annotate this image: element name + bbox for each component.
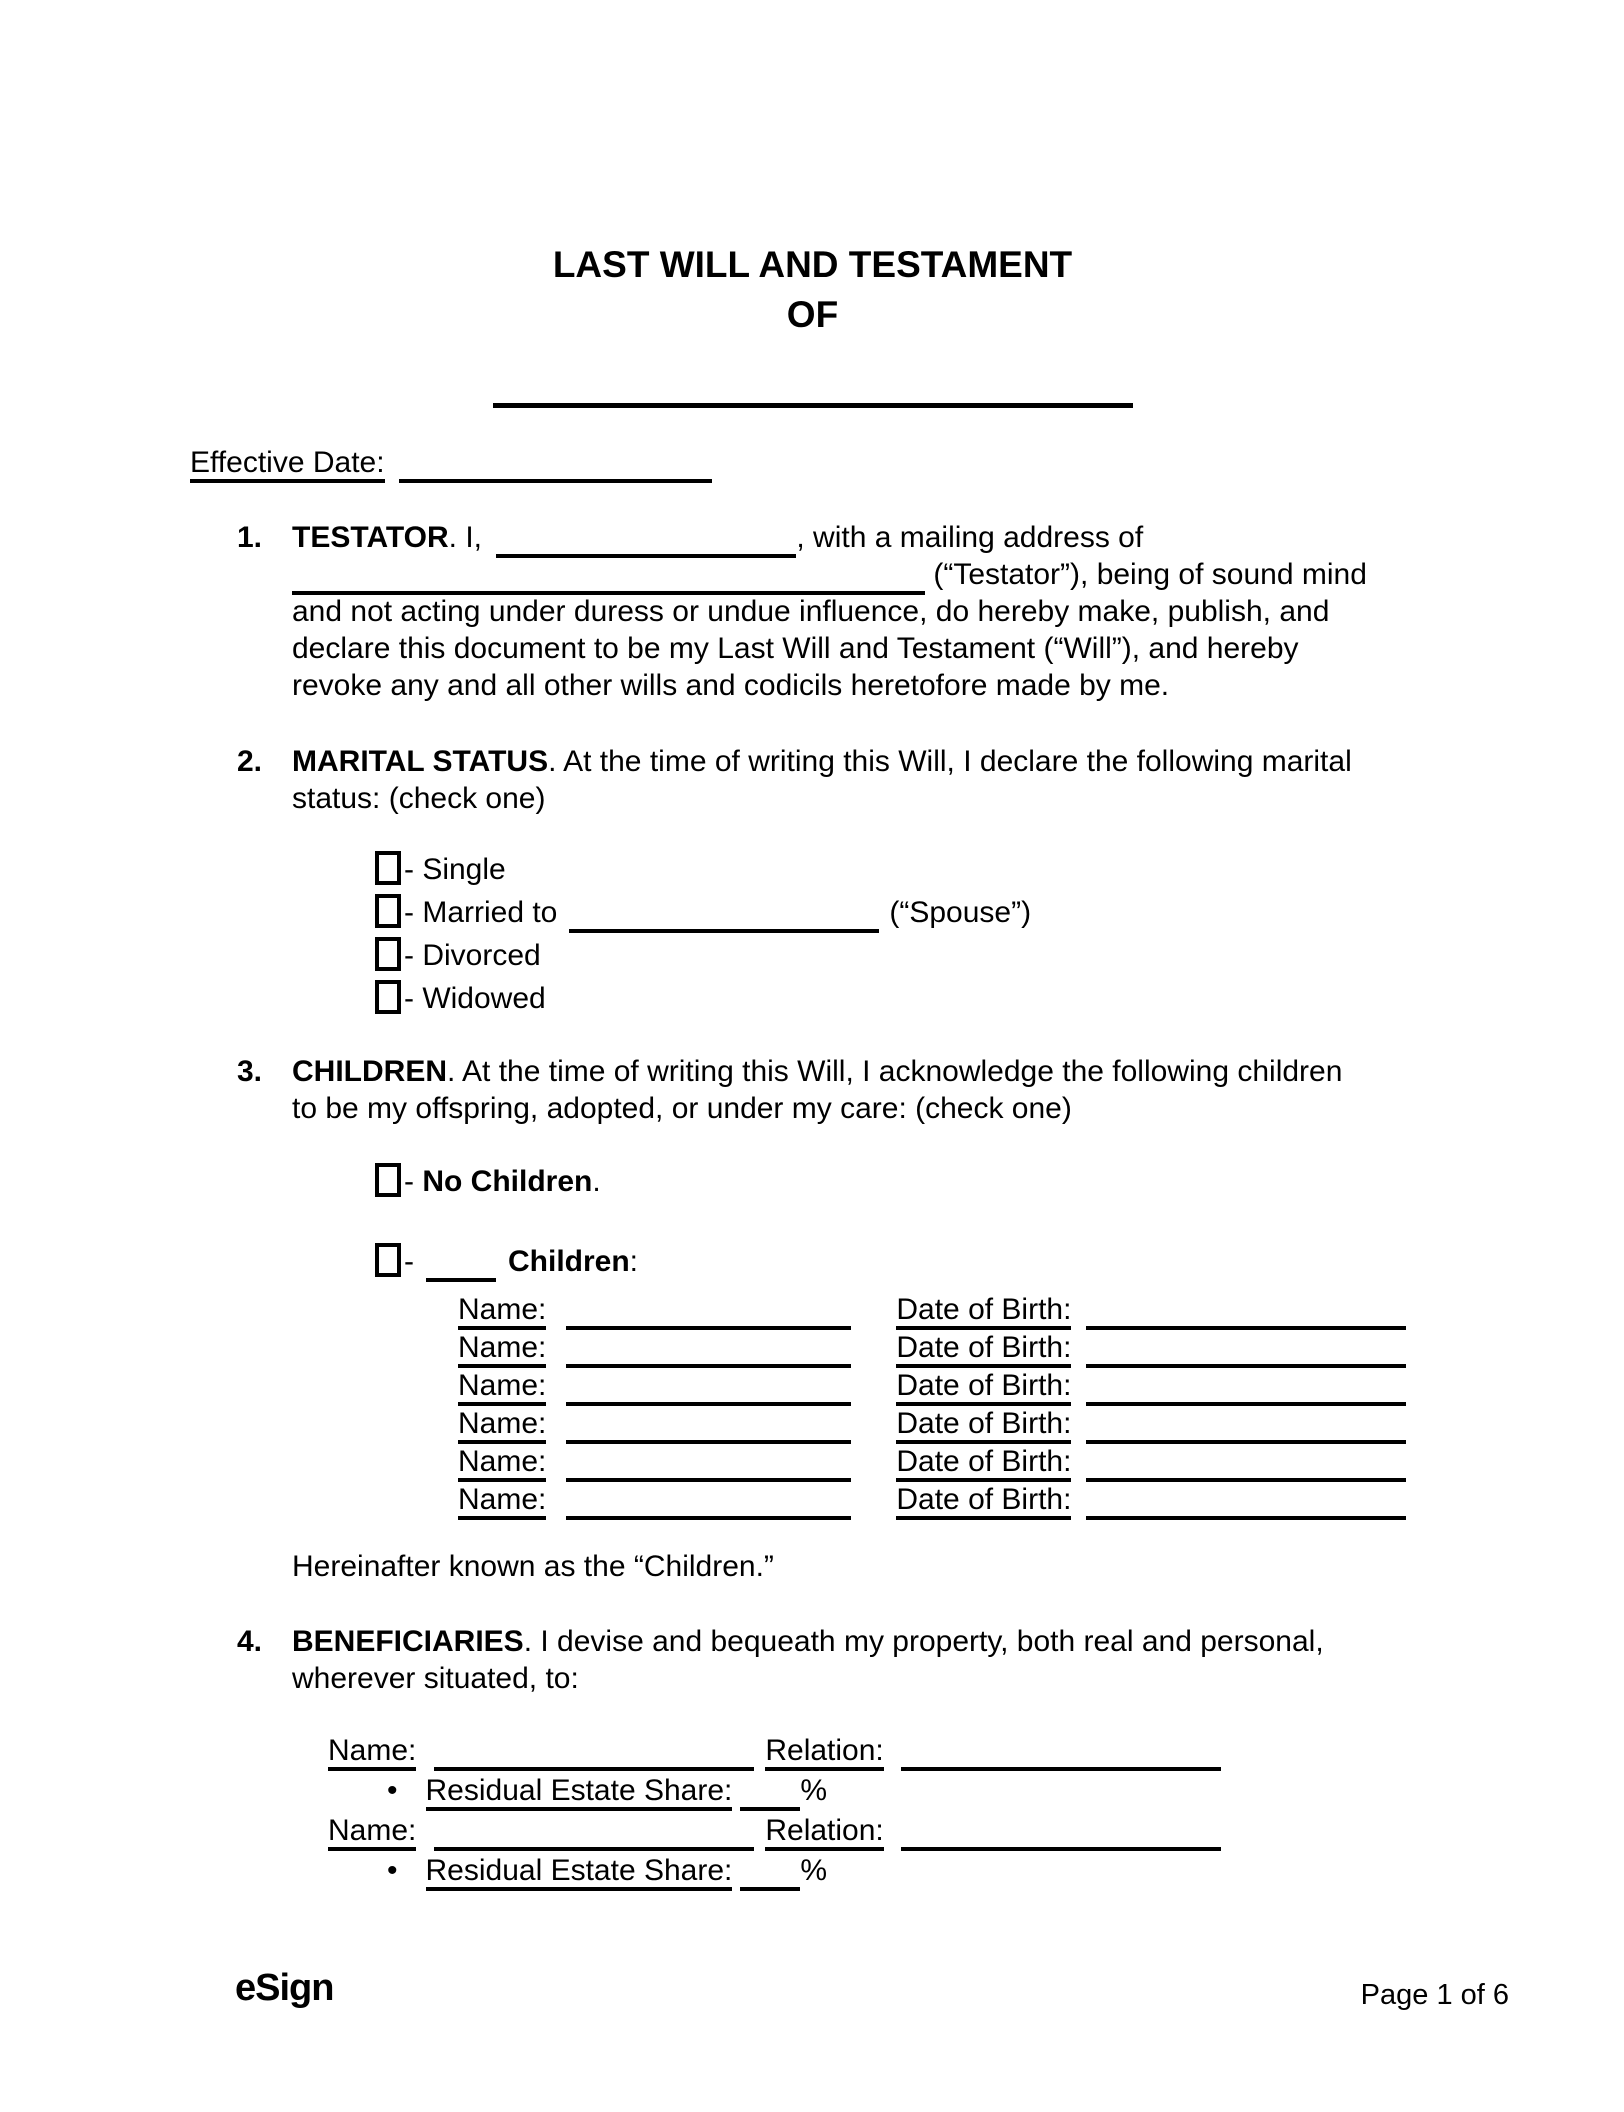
child-row (458, 1329, 1435, 1367)
document-title (190, 0, 1435, 340)
testator-text: (“Testator”), being of sound mind (933, 558, 1367, 591)
child-row (458, 1291, 1435, 1329)
child-dob-label: Date of Birth: (896, 1407, 1071, 1444)
beneficiary-row (328, 1811, 1435, 1851)
section-number: 2. (237, 745, 263, 778)
bullet-icon: • (387, 1854, 398, 1887)
children-text: . At the time of writing this Will, I acknowledge the following children (447, 1055, 1343, 1088)
section-testator (237, 519, 1435, 704)
child-dob-blank[interactable] (1086, 1448, 1406, 1482)
option-label: - Widowed (404, 982, 546, 1015)
section-children (237, 1053, 1435, 1585)
marital-status-heading: MARITAL STATUS (292, 745, 549, 778)
testator-address-field[interactable] (292, 561, 925, 595)
no-children-suffix: . (592, 1165, 601, 1198)
bullet-icon: • (387, 1774, 398, 1807)
beneficiaries-text: wherever situated, to: (292, 1662, 579, 1695)
residual-share-row (387, 1771, 1435, 1811)
child-name-blank[interactable] (566, 1448, 851, 1482)
child-dob-blank[interactable] (1086, 1372, 1406, 1406)
child-name-label: Name: (458, 1407, 546, 1444)
child-name-blank[interactable] (566, 1372, 851, 1406)
child-dob-blank[interactable] (1086, 1296, 1406, 1330)
beneficiary-row (328, 1731, 1435, 1771)
beneficiaries-text: . I devise and bequeath my property, both real and personal, (523, 1625, 1324, 1658)
residual-share-blank[interactable] (740, 1857, 800, 1891)
option-has-children (375, 1240, 1435, 1283)
beneficiary-name-label: Name: (328, 1734, 416, 1771)
child-row (458, 1481, 1435, 1519)
child-dob-blank[interactable] (1086, 1486, 1406, 1520)
option-label: - Divorced (404, 939, 541, 972)
child-name-label: Name: (458, 1483, 546, 1520)
child-name-blank[interactable] (566, 1334, 851, 1368)
testator-text: declare this document to be my Last Will and Testament (“Will”), and hereby (292, 632, 1299, 665)
child-name-label: Name: (458, 1369, 546, 1406)
section-body (292, 519, 1435, 704)
no-children-label: No Children (422, 1165, 593, 1198)
child-dob-label: Date of Birth: (896, 1445, 1071, 1482)
beneficiary-relation-blank[interactable] (901, 1817, 1221, 1851)
beneficiary-relation-label: Relation: (765, 1734, 883, 1771)
children-count-label: Children (508, 1245, 630, 1278)
widowed-checkbox[interactable] (375, 980, 401, 1014)
testator-text: , with a mailing address of (796, 521, 1144, 554)
option-no-children (375, 1160, 1435, 1203)
child-dob-label: Date of Birth: (896, 1369, 1071, 1406)
testator-name-blank[interactable] (493, 403, 1133, 408)
residual-share-label: Residual Estate Share: (426, 1854, 733, 1891)
esign-logo: eSign (235, 1967, 334, 2009)
section-body (292, 1623, 1435, 1891)
marital-status-text: . At the time of writing this Will, I declare the following marital (548, 745, 1352, 778)
beneficiary-name-blank[interactable] (434, 1737, 754, 1771)
option-label: (“Spouse”) (889, 896, 1032, 929)
married-checkbox[interactable] (375, 894, 401, 928)
child-dob-blank[interactable] (1086, 1334, 1406, 1368)
child-row (458, 1443, 1435, 1481)
testator-text: and not acting under duress or undue influence, do hereby make, publish, and (292, 595, 1330, 628)
section-marital-status (237, 743, 1435, 1020)
section-body (292, 1053, 1435, 1585)
option-single (375, 848, 1435, 891)
child-row (458, 1367, 1435, 1405)
residual-share-blank[interactable] (740, 1777, 800, 1811)
page-indicator: Page 1 of 6 (1360, 1979, 1509, 2011)
spouse-name-blank[interactable] (569, 899, 879, 933)
option-label: - Single (404, 853, 506, 886)
title-line-1: LAST WILL AND TESTAMENT (552, 244, 1073, 285)
residual-share-label: Residual Estate Share: (426, 1774, 733, 1811)
option-divorced (375, 934, 1435, 977)
marital-status-text: status: (check one) (292, 782, 546, 815)
child-dob-label: Date of Birth: (896, 1293, 1071, 1330)
beneficiary-relation-label: Relation: (765, 1814, 883, 1851)
beneficiary-entries (328, 1731, 1435, 1891)
option-dash: - (404, 1165, 414, 1198)
marital-options (375, 848, 1435, 1020)
child-name-blank[interactable] (566, 1486, 851, 1520)
testator-name-field[interactable] (496, 524, 796, 558)
beneficiary-name-label: Name: (328, 1814, 416, 1851)
percent-sign: % (800, 1854, 828, 1887)
section-body (292, 743, 1435, 1020)
section-number: 3. (237, 1055, 263, 1088)
child-dob-label: Date of Birth: (896, 1483, 1071, 1520)
child-name-label: Name: (458, 1293, 546, 1330)
option-label: - Married to (404, 896, 558, 929)
child-dob-label: Date of Birth: (896, 1331, 1071, 1368)
section-number: 1. (237, 521, 263, 554)
effective-date-blank[interactable] (399, 449, 712, 483)
children-table (458, 1291, 1435, 1519)
beneficiary-name-blank[interactable] (434, 1817, 754, 1851)
children-count-blank[interactable] (426, 1248, 496, 1282)
no-children-checkbox[interactable] (375, 1163, 401, 1197)
option-widowed (375, 977, 1435, 1020)
hereinafter-note: Hereinafter known as the “Children.” (292, 1550, 774, 1583)
child-name-blank[interactable] (566, 1296, 851, 1330)
section-beneficiaries (237, 1623, 1435, 1891)
child-row (458, 1405, 1435, 1443)
testator-heading: TESTATOR (292, 521, 449, 554)
single-checkbox[interactable] (375, 851, 401, 885)
section-number: 4. (237, 1625, 263, 1658)
child-name-blank[interactable] (566, 1410, 851, 1444)
child-name-label: Name: (458, 1331, 546, 1368)
children-heading: CHILDREN (292, 1055, 447, 1088)
testator-text: revoke any and all other wills and codicils heretofore made by me. (292, 669, 1170, 702)
children-text: to be my offspring, adopted, or under my care: (check one) (292, 1092, 1072, 1125)
option-dash: - (404, 1245, 414, 1278)
beneficiary-relation-blank[interactable] (901, 1737, 1221, 1771)
has-children-checkbox[interactable] (375, 1243, 401, 1277)
title-line-2: OF (786, 294, 839, 335)
effective-date-row (190, 444, 1435, 481)
children-count-suffix: : (629, 1245, 639, 1278)
effective-date-label: Effective Date: (190, 446, 385, 483)
divorced-checkbox[interactable] (375, 937, 401, 971)
child-name-label: Name: (458, 1445, 546, 1482)
testator-text: . I, (448, 521, 483, 554)
child-dob-blank[interactable] (1086, 1410, 1406, 1444)
option-married (375, 891, 1435, 934)
residual-share-row (387, 1851, 1435, 1891)
percent-sign: % (800, 1774, 828, 1807)
beneficiaries-heading: BENEFICIARIES (292, 1625, 524, 1658)
